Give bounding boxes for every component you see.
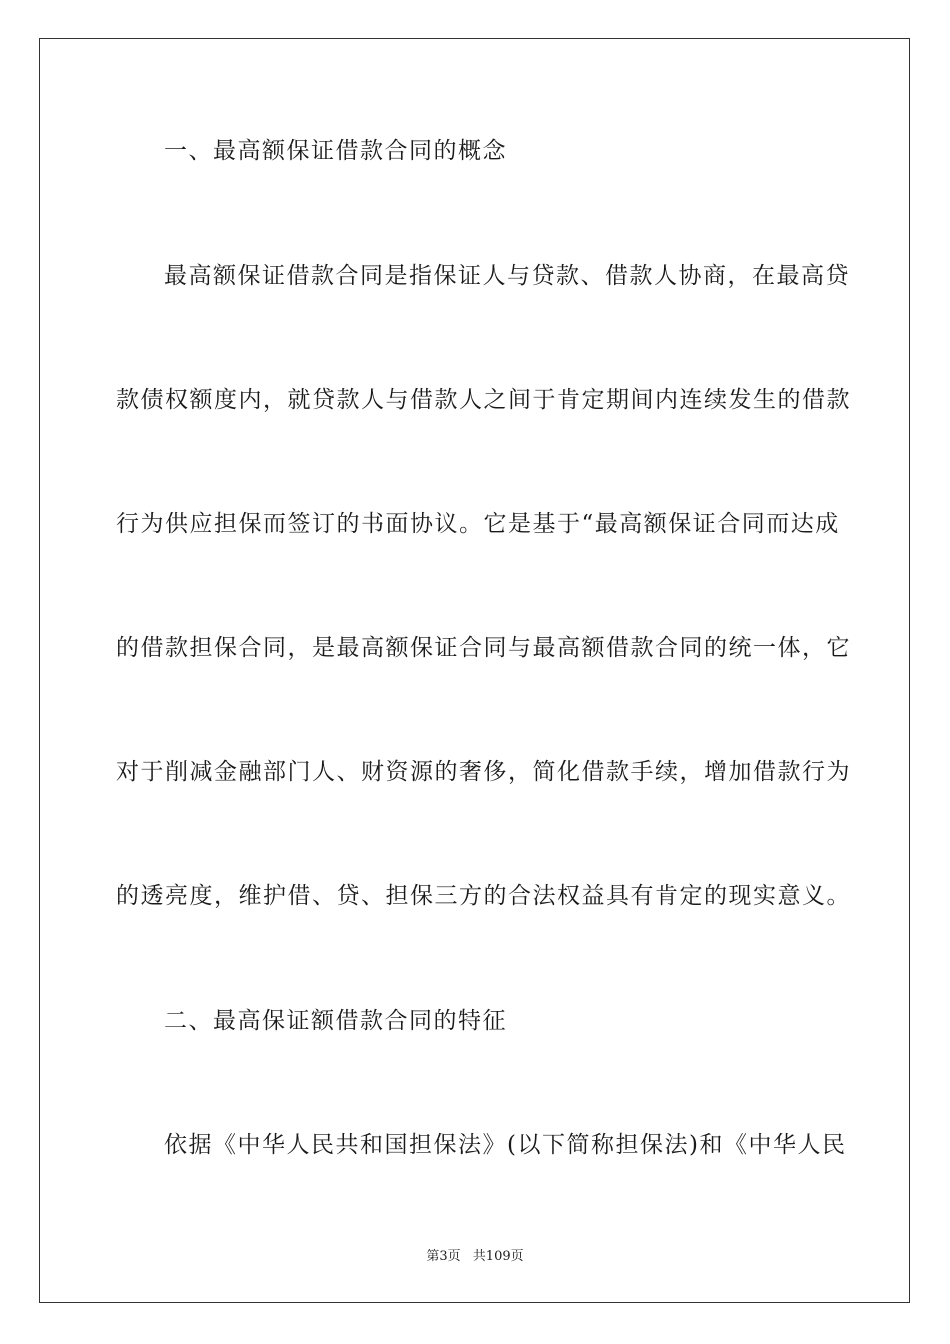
- paragraph-line: 依据《中华人民共和国担保法》(以下简称担保法)和《中华人民: [164, 1132, 847, 1158]
- section-heading-2: 二、最高保证额借款合同的特征: [164, 1008, 507, 1034]
- paragraph-line: 行为供应担保而签订的书面协议。它是基于“最高额保证合同而达成: [116, 511, 840, 537]
- paragraph-line: 的借款担保合同，是最高额保证合同与最高额借款合同的统一体，它: [116, 635, 851, 661]
- paragraph-line: 的透亮度，维护借、贷、担保三方的合法权益具有肯定的现实意义。: [116, 883, 851, 909]
- page-total: 共109页: [472, 1249, 524, 1264]
- paragraph-line: 对于削减金融部门人、财资源的奢侈，简化借款手续，增加借款行为: [116, 759, 851, 785]
- page-number: 第3页: [426, 1249, 461, 1264]
- paragraph-line: 最高额保证借款合同是指保证人与贷款、借款人协商，在最高贷: [164, 263, 850, 289]
- paragraph-line: 款债权额度内，就贷款人与借款人之间于肯定期间内连续发生的借款: [116, 387, 851, 413]
- page-footer: [0, 1248, 950, 1266]
- page-border: [39, 38, 910, 1303]
- section-heading-1: 一、最高额保证借款合同的概念: [164, 138, 507, 164]
